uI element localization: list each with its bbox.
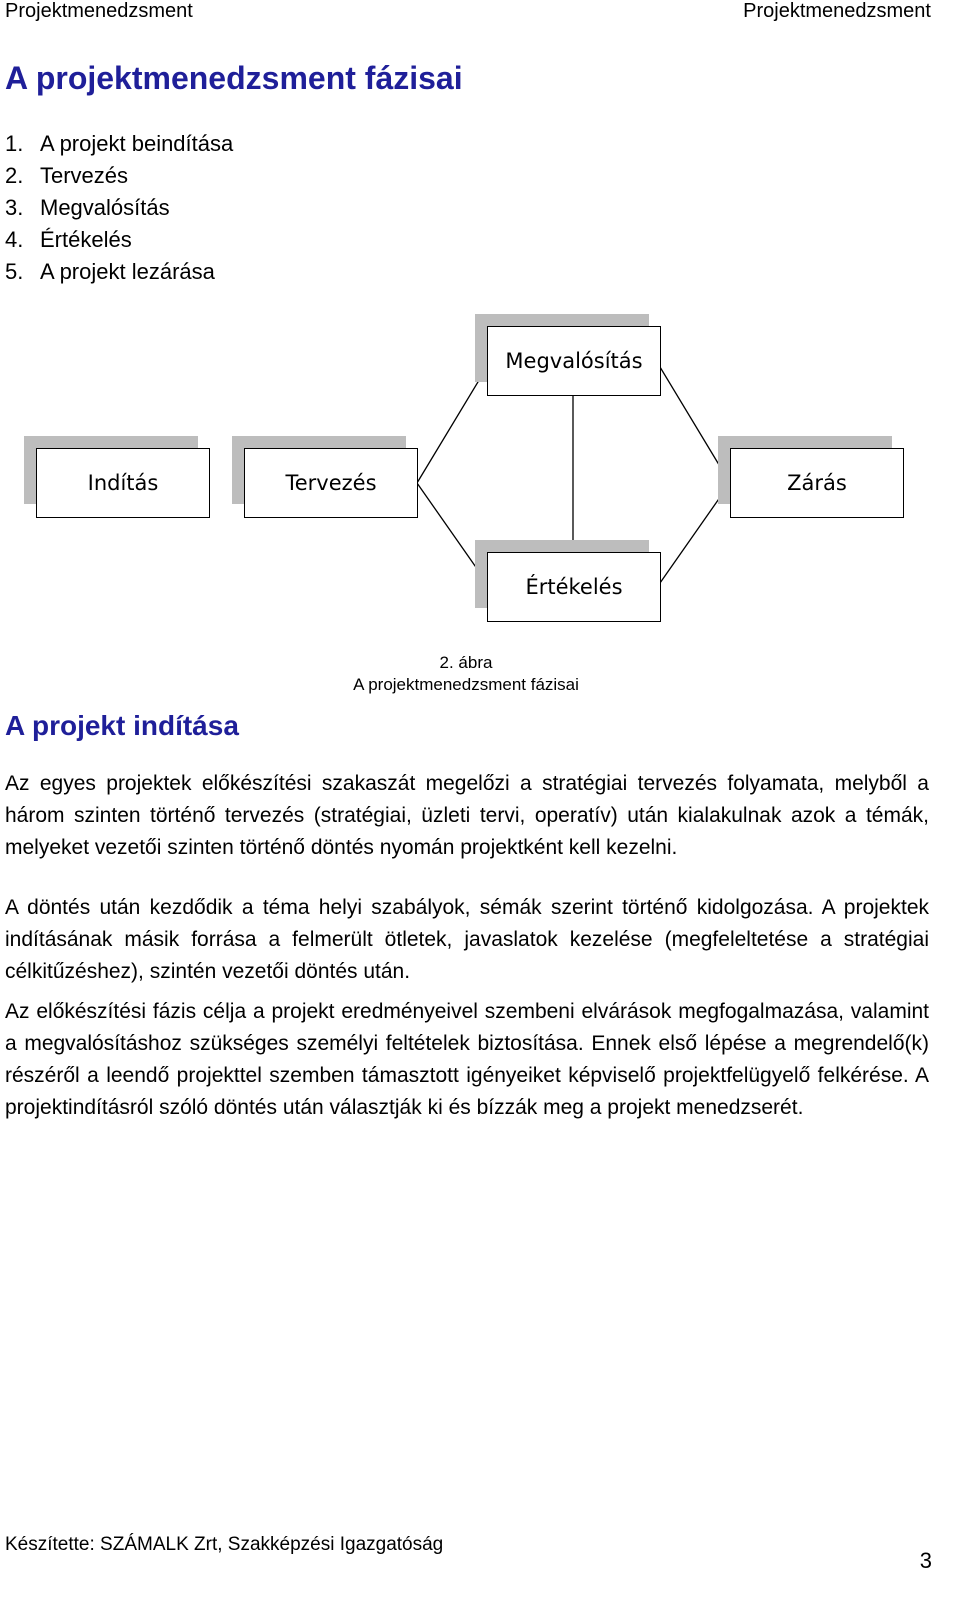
running-header	[5, 0, 931, 24]
paragraph: A döntés után kezdődik a téma helyi szabályok, sémák szerint történő kidolgozása. A projektek indításának másik forrása a felmerült ötletek, javaslatok kezelése (megfeleltetése a stratégiai célkitűzéshez), szintén vezetői döntés után.	[5, 896, 929, 983]
footer-author: Készítette: SZÁMALK Zrt, Szakképzési Igazgatóság	[5, 1534, 444, 1555]
paragraph: Az egyes projektek előkészítési szakaszát megelőzi a stratégiai tervezés folyamata, melyből a három szinten történő tervezés (stratégiai, üzleti tervi, operatív) után kialakulnak azok a témák, melyeket vezetői szinten történő döntés nyomán projektként kell kezelni.	[5, 772, 929, 859]
diagram-box-inditas: Indítás	[36, 448, 210, 518]
list-item: 2. Tervezés	[5, 163, 129, 188]
list-item: 3. Megvalósítás	[5, 195, 170, 220]
diagram-box-ertekeles: Értékelés	[487, 552, 661, 622]
connector-tervezes-megvalositas	[417, 367, 487, 483]
figure-caption-text: A projektmenedzsment fázisai	[353, 675, 579, 694]
header-left-title: Projektmenedzsment	[5, 0, 193, 22]
header-right-title: Projektmenedzsment	[743, 0, 931, 22]
paragraph: Az előkészítési fázis célja a projekt eredményeivel szembeni elvárások megfogalmazása, valamint a megvalósításhoz szükséges személyi feltételek biztosítása. Ennek első lépése a megrendelő(k) részéről a leendő projekttel szemben támasztott igényeiket képviselő projektfelügyelő felkérése. A projektindításról szóló döntés után választják ki és bízzák meg a projekt menedzserét.	[5, 1000, 929, 1119]
diagram-box-tervezes: Tervezés	[244, 448, 418, 518]
list-item: 4. Értékelés	[5, 227, 132, 252]
section-title-project-start: A projekt indítása	[5, 710, 239, 741]
diagram-box-zaras: Zárás	[730, 448, 904, 518]
section-title-phases: A projektmenedzsment fázisai	[5, 60, 463, 96]
figure-caption-number: 2. ábra	[439, 653, 493, 672]
list-item: 1. A projekt beindítása	[5, 131, 234, 156]
page-number: 3	[919, 1548, 932, 1573]
phase-list	[5, 128, 233, 288]
diagram-box-megvalositas: Megvalósítás	[487, 326, 661, 396]
list-item: 5. A projekt lezárása	[5, 259, 215, 284]
phase-diagram	[0, 300, 960, 640]
